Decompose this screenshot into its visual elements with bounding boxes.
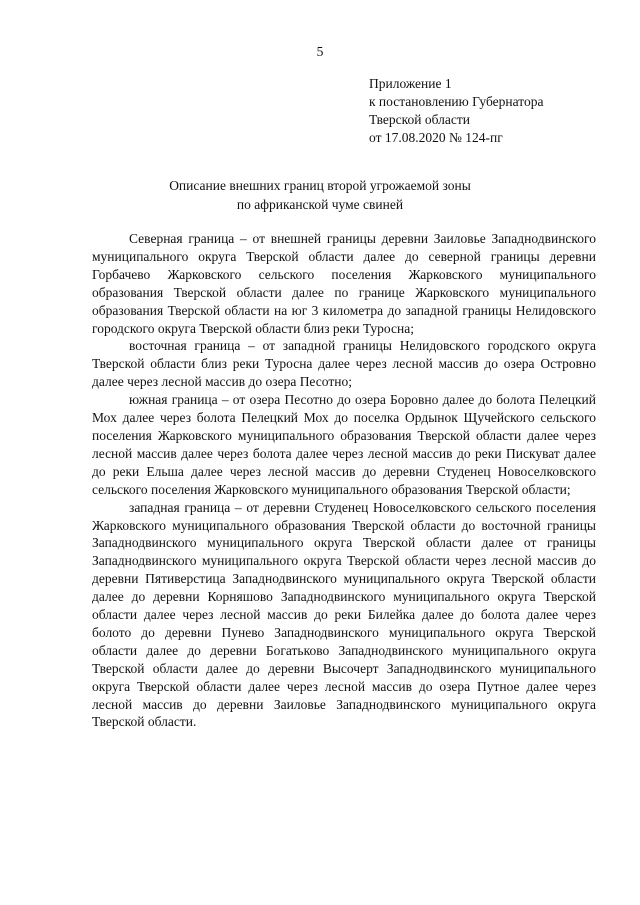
appendix-line-3: Тверской области bbox=[369, 112, 470, 127]
page-number: 5 bbox=[316, 44, 324, 59]
document-title bbox=[0, 176, 640, 214]
appendix-line-2: к постановлению Губернатора bbox=[369, 94, 544, 109]
appendix-block bbox=[369, 75, 543, 147]
paragraph-east-border: восточная граница – от западной границы Нелидовского городского округа Тверской области близ реки Туросна далее через лесной массив до озера Островно далее через лесной массив до озера Песотно; bbox=[92, 338, 596, 390]
paragraph-west-border: западная граница – от деревни Студенец Новоселковского сельского поселения Жарковского муниципального образования Тверской области до восточной границы Западнодвинского муниципального округа Тверской области далее от границы Западнодвинского муниципального округа Тверской области через лесной массив до деревни Пятиверстица Западнодвинского муниципального округа Тверской области далее до деревни Корняшово Западнодвинского муниципального округа Тверской области далее через лесной массив до реки Билейка далее до болота далее через болото до деревни Пунево Западнодвинского муниципального округа Тверской области далее до деревни Богатьково Западнодвинского муниципального округа Тверской области далее до деревни Высочерт Западнодвинского муниципального округа Тверской области далее через лесной массив до озера Путное далее через лесной массив до деревни Заиловье Западнодвинского муниципального округа Тверской области. bbox=[92, 499, 596, 730]
title-line-2: по африканской чуме свиней bbox=[236, 197, 404, 212]
appendix-line-4: от 17.08.2020 № 124-пг bbox=[369, 130, 503, 145]
paragraph-south-border: южная граница – от озера Песотно до озера Боровно далее до болота Пелецкий Мох далее через болота Пелецкий Мох до поселка Ордынок Щучейского сельского поселения Жарковского муниципального образования Тверской области далее через лесной массив далее через болота далее через лесной массив до реки Пискуват далее до реки Ельша далее через лесной массив до деревни Студенец Новоселковского сельского поселения Жарковского муниципального образования Тверской области; bbox=[92, 392, 596, 497]
title-line-1: Описание внешних границ второй угрожаемой зоны bbox=[169, 178, 471, 193]
paragraph-north-border: Северная граница – от внешней границы деревни Заиловье Западнодвинского муниципального округа Тверской области далее до северной границы деревни Горбачево Жарковского сельского поселения Жарковского муниципального образования Тверской области далее по границе Жарковского муниципального образования Тверской области на юг 3 километра до западной границы Нелидовского городского округа Тверской области близ реки Туросна; bbox=[92, 231, 596, 336]
appendix-line-1: Приложение 1 bbox=[369, 76, 452, 91]
document-body bbox=[92, 230, 596, 731]
